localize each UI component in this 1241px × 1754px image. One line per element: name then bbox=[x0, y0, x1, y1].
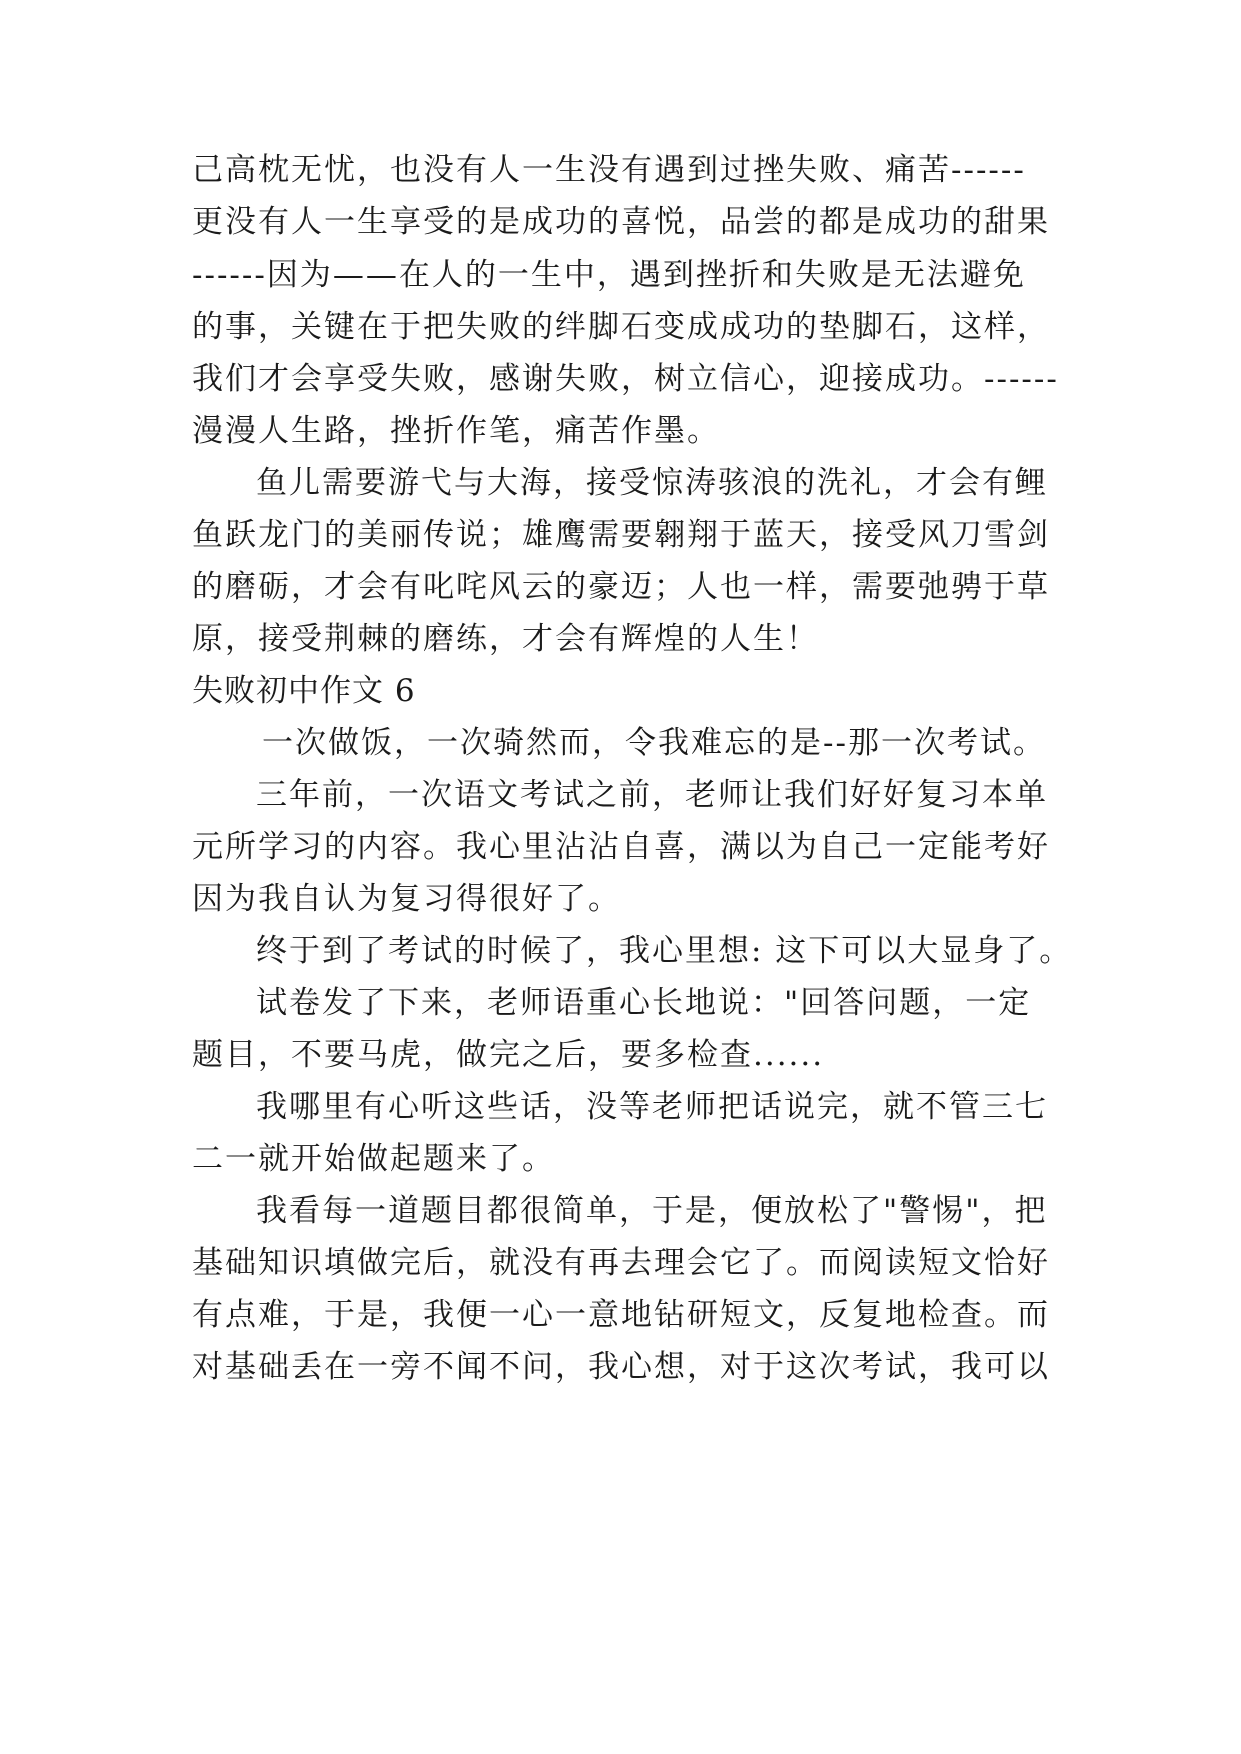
text-line: 原，接受荆棘的磨练，才会有辉煌的人生！ bbox=[192, 621, 819, 657]
text-line: 基础知识填做完后，就没有再去理会它了。而阅读短文恰好 bbox=[192, 1245, 1050, 1281]
section-heading: 失败初中作文 6 bbox=[192, 673, 416, 709]
text-line: 因为我自认为复习得很好了。 bbox=[192, 881, 621, 917]
text-line: 鱼跃龙门的美丽传说；雄鹰需要翱翔于蓝天，接受风刀雪剑 bbox=[192, 517, 1050, 553]
text-line: 我们才会享受失败，感谢失败，树立信心，迎接成功。------ bbox=[192, 361, 1059, 397]
text-line: 对基础丢在一旁不闻不问，我心想，对于这次考试，我可以 bbox=[192, 1349, 1050, 1385]
paragraph-first-line: 一次做饭，一次骑然而，令我难忘的是--那一次考试。 bbox=[262, 725, 1046, 761]
paragraph-first-line: 终于到了考试的时候了，我心里想: 这下可以大显身了。 bbox=[256, 933, 1072, 969]
paragraph-first-line: 试卷发了下来，老师语重心长地说："回答问题，一定 bbox=[256, 985, 1032, 1021]
paragraph-first-line: 我哪里有心听这些话，没等老师把话说完，就不管三七 bbox=[256, 1089, 1048, 1125]
text-line: 二一就开始做起题来了。 bbox=[192, 1141, 555, 1177]
text-line: 漫漫人生路，挫折作笔，痛苦作墨。 bbox=[192, 413, 720, 449]
text-line: 元所学习的内容。我心里沾沾自喜，满以为自己一定能考好 bbox=[192, 829, 1050, 865]
text-line: 题目，不要马虎，做完之后，要多检查...... bbox=[192, 1037, 825, 1073]
text-line: 更没有人一生享受的是成功的喜悦，品尝的都是成功的甜果 bbox=[192, 204, 1050, 240]
text-line: 的磨砺，才会有叱咤风云的豪迈；人也一样，需要弛骋于草 bbox=[192, 569, 1050, 605]
paragraph-first-line: 我看每一道题目都很简单，于是，便放松了"警惕"，把 bbox=[256, 1193, 1048, 1229]
paragraph-first-line: 三年前，一次语文考试之前，老师让我们好好复习本单 bbox=[256, 777, 1048, 813]
text-line: 有点难，于是，我便一心一意地钻研短文，反复地检查。而 bbox=[192, 1297, 1050, 1333]
paragraph-first-line: 鱼儿需要游弋与大海，接受惊涛骇浪的洗礼，才会有鲤 bbox=[256, 465, 1048, 501]
text-line: 己高枕无忧，也没有人一生没有遇到过挫失败、痛苦------ bbox=[192, 152, 1026, 188]
text-line: ------因为——在人的一生中，遇到挫折和失败是无法避免 bbox=[192, 257, 1026, 293]
text-line: 的事，关键在于把失败的绊脚石变成成功的垫脚石，这样， bbox=[192, 309, 1050, 345]
